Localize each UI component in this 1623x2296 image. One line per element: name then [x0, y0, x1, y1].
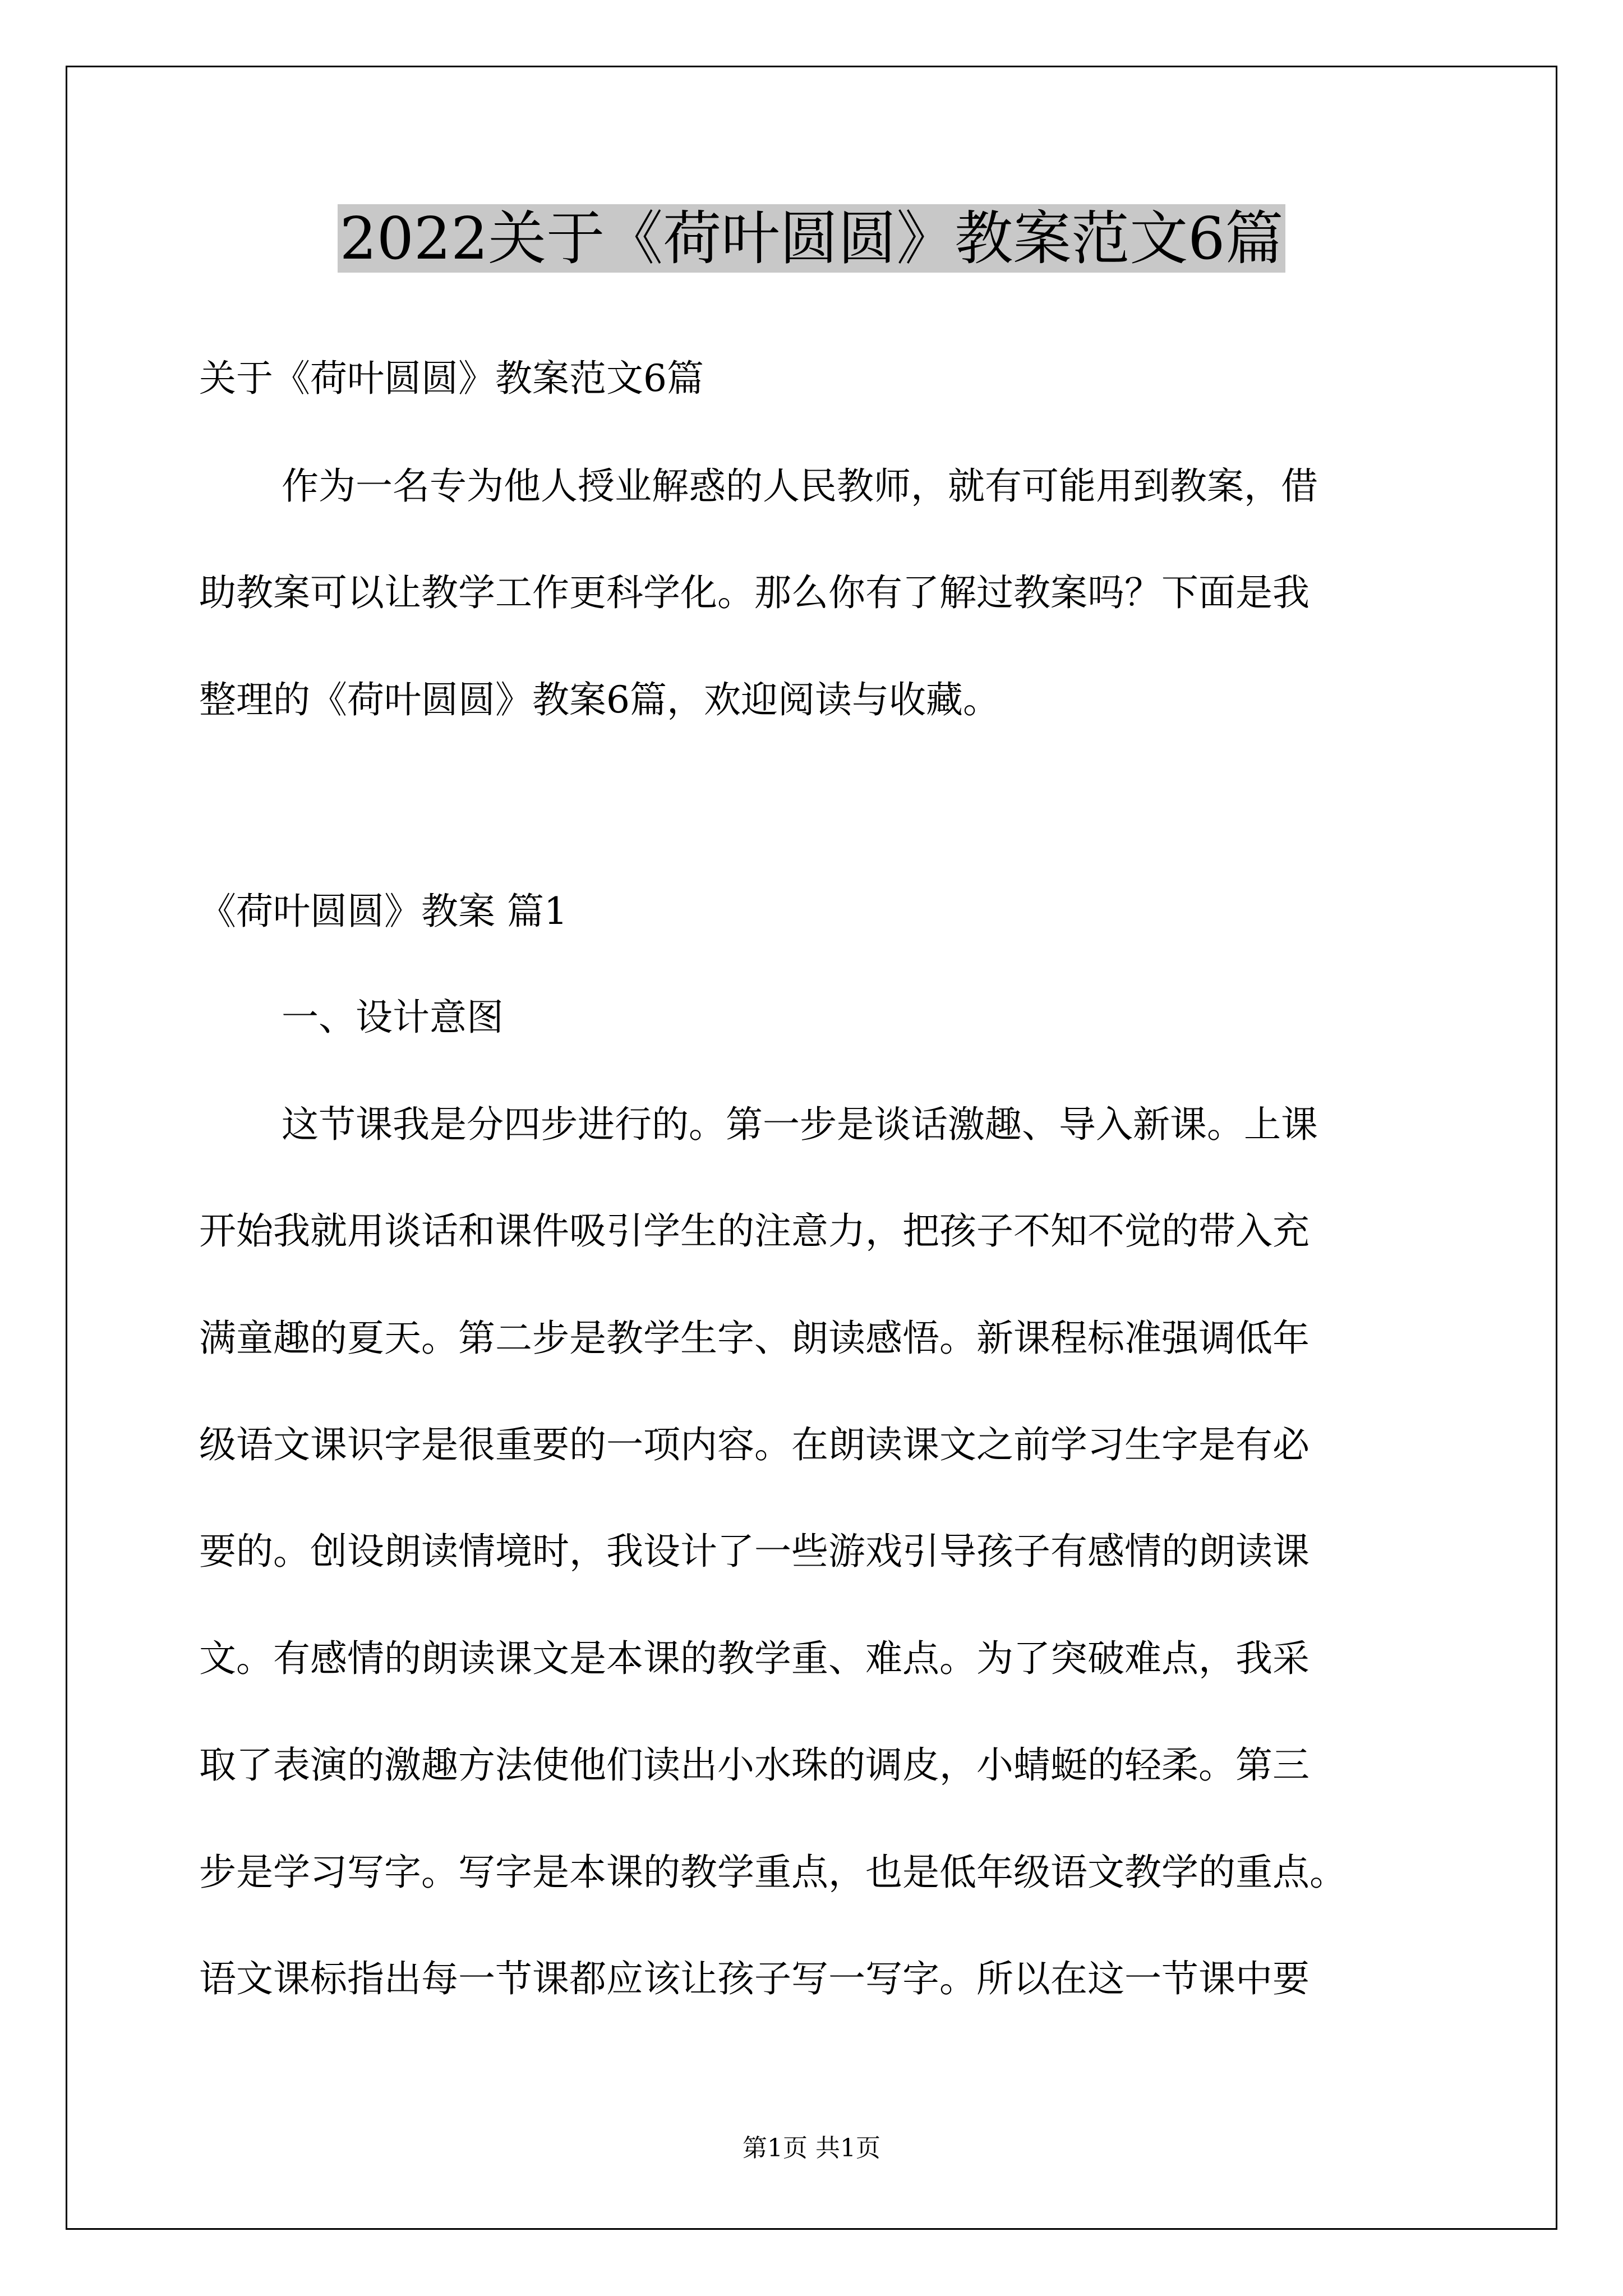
document-subtitle: 关于《荷叶圆圆》教案范文6篇 — [199, 357, 704, 400]
subsection-heading: 一、设计意图 — [282, 996, 504, 1039]
document-title — [0, 199, 1623, 278]
body-line: 步是学习写字。写字是本课的教学重点，也是低年级语文教学的重点。 — [199, 1851, 1347, 1894]
body-line: 要的。创设朗读情境时，我设计了一些游戏引导孩子有感情的朗读课 — [199, 1530, 1310, 1573]
body-line: 取了表演的激趣方法使他们读出小水珠的调皮，小蜻蜓的轻柔。第三 — [199, 1743, 1310, 1787]
body-line: 语文课标指出每一节课都应该让孩子写一写字。所以在这一节课中要 — [199, 1957, 1310, 2000]
body-line: 这节课我是分四步进行的。第一步是谈话激趣、导入新课。上课 — [282, 1103, 1318, 1146]
body-line: 满童趣的夏天。第二步是教学生字、朗读感悟。新课程标准强调低年 — [199, 1317, 1310, 1360]
document-title-text: 2022关于《荷叶圆圆》教案范文6篇 — [338, 204, 1286, 273]
body-line: 开始我就用谈话和课件吸引学生的注意力，把孩子不知不觉的带入充 — [199, 1209, 1310, 1253]
intro-line: 作为一名专为他人授业解惑的人民教师，就有可能用到教案，借 — [282, 464, 1318, 508]
section-heading: 《荷叶圆圆》教案 篇1 — [199, 890, 568, 933]
intro-line: 助教案可以让教学工作更科学化。那么你有了解过教案吗？下面是我 — [199, 571, 1310, 614]
intro-line: 整理的《荷叶圆圆》教案6篇，欢迎阅读与收藏。 — [199, 678, 1000, 721]
body-line: 文。有感情的朗读课文是本课的教学重、难点。为了突破难点，我采 — [199, 1637, 1310, 1680]
page-footer: 第1页 共1页 — [743, 2134, 880, 2162]
body-line: 级语文课识字是很重要的一项内容。在朗读课文之前学习生字是有必 — [199, 1423, 1310, 1466]
